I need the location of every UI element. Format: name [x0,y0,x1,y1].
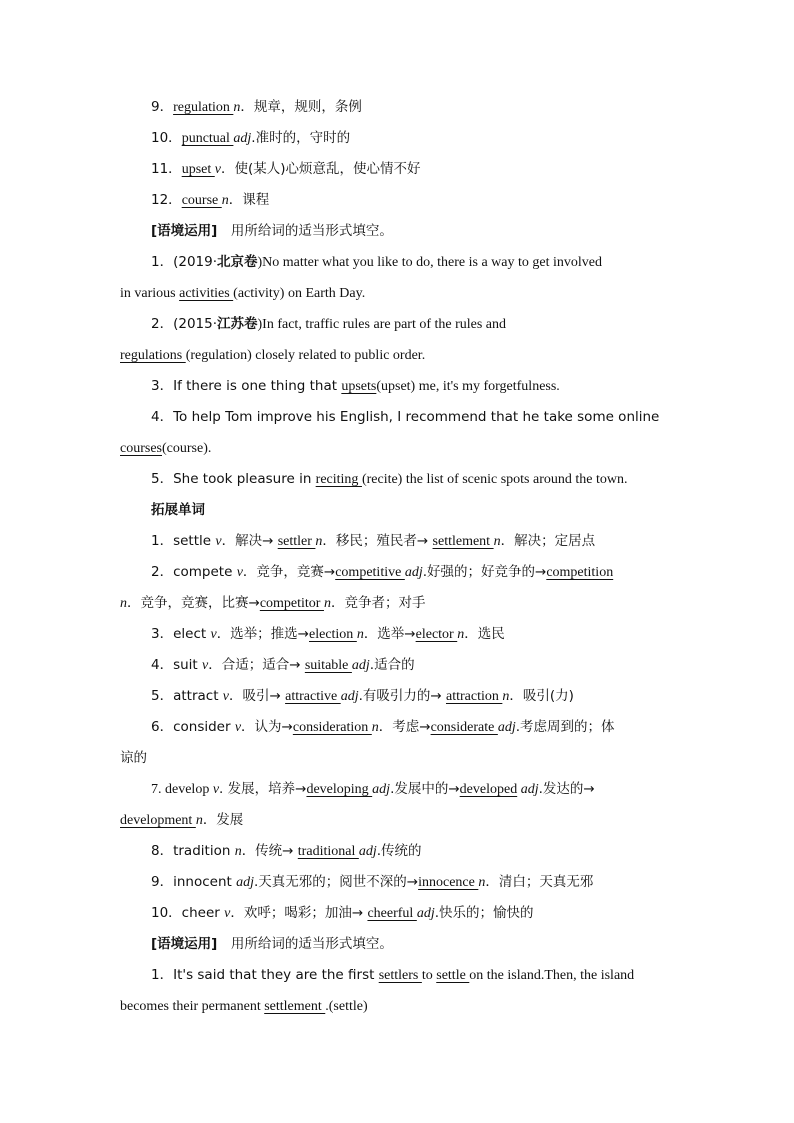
text-run: adj [404,565,423,580]
text-run: 1．(2019· [151,254,218,270]
text-run: n [371,720,379,735]
text-run: 用所给词的适当形式填空。 [217,936,393,952]
text-run: adj [233,131,252,146]
answer-blank: upsets [341,379,377,394]
text-run: ．使(某人)心烦意乱，使心情不好 [220,161,421,177]
text-run: 2．compete [151,564,237,580]
text-line [151,402,680,433]
text-run: .有吸引力的→ [358,688,446,704]
text-run: v [214,162,221,177]
text-run: v [222,689,229,704]
text-run: 7. develop [151,782,213,797]
text-line [151,836,680,867]
text-run: 5．attract [151,688,223,704]
answer-blank: upset [181,162,215,177]
text-line [151,464,680,495]
text-run: 谅的 [120,750,147,766]
text-run: ．传统→ [241,843,298,859]
text-line [151,154,680,185]
answer-blank: competitor [259,596,324,611]
text-line [151,712,680,743]
text-line [151,247,680,278]
text-run: 5．She took pleasure in [151,471,316,487]
text-run: n [502,689,510,704]
text-run: n [356,627,364,642]
text-run: ．欢呼；喝彩；加油→ [230,905,368,921]
text-run: )No matter what you like to do, there is a way to get involved [257,255,602,270]
text-line [151,929,680,960]
text-run: .(settle) [325,999,368,1014]
text-run: 9． [151,99,174,115]
answer-blank: consideration [292,720,372,735]
text-run: adj [351,658,370,673]
text-run: 1．settle [151,533,216,549]
text-run: adj [340,689,359,704]
text-line [120,340,680,371]
text-run: (activity) on Earth Day. [233,286,366,301]
answer-blank: cheerful [367,906,417,921]
text-run: 6．consider [151,719,235,735]
text-run: 8．tradition [151,843,235,859]
text-line [151,371,680,402]
text-run: 9．innocent [151,874,237,890]
text-run: v [212,782,220,797]
text-run: n [120,596,127,611]
text-line [151,650,680,681]
answer-blank: competition [546,565,614,580]
text-run: v [234,720,242,735]
text-run: .好强的；好竞争的→ [422,564,547,580]
text-run: ．合适；适合→ [208,657,305,673]
answer-blank: courses [120,441,162,456]
text-run: .发达的→ [538,781,595,797]
text-run: 4．To help Tom improve his English, I recommend that he take some online [151,409,660,425]
text-line [120,278,680,309]
answer-blank: attractive [285,689,341,704]
answer-blank: reciting [315,472,362,487]
text-run: ．解决→ [221,533,278,549]
text-run: (course). [162,441,212,456]
text-run: n [233,100,241,115]
text-run: (recite) the list of scenic spots around the town. [361,472,628,487]
text-run: in various [120,286,180,301]
answer-blank: developed [459,782,518,797]
answer-blank: settlement [264,999,326,1014]
text-run: .传统的 [376,843,422,859]
answer-blank: considerate [430,720,498,735]
text-run: on the island.Then, the island [469,968,635,983]
text-run: 12． [151,192,182,208]
answer-blank: settlement [432,534,494,549]
answer-blank: attraction [445,689,503,704]
answer-blank: regulations [120,348,186,363]
text-line [151,92,680,123]
text-run: .准时的，守时的 [251,130,351,146]
text-run: adj [517,782,539,797]
text-run: becomes their permanent [120,999,265,1014]
text-run: 3．elect [151,626,211,642]
text-run: adj [372,782,391,797]
text-run: 11． [151,161,182,177]
text-run: ．选民 [464,626,505,642]
answer-blank: elector [415,627,458,642]
text-run: ．竞争，竞赛→ [242,564,336,580]
text-run: ．移民；殖民者→ [322,533,433,549]
text-run: adj [416,906,435,921]
text-line [120,433,680,464]
text-line [151,681,680,712]
text-run: (upset) me, it's my forgetfulness. [376,379,560,394]
text-run: ．课程 [228,192,270,208]
text-run: ．认为→ [241,719,293,735]
text-run: ．解决；定居点 [500,533,596,549]
text-line [120,743,680,774]
text-line [151,774,680,805]
bold-label: 江苏卷 [217,316,258,332]
text-run: 用所给词的适当形式填空。 [217,223,393,239]
text-run: n [315,534,323,549]
text-run: (regulation) closely related to public order. [185,348,426,363]
text-line [120,588,680,619]
answer-blank: traditional [297,844,359,859]
text-run: to [421,968,437,983]
answer-blank: settlers [378,968,422,983]
text-run: v [210,627,217,642]
text-run: v [202,658,209,673]
bold-label: [语境运用] [151,223,218,239]
answer-blank: punctual [181,131,234,146]
answer-blank: developing [306,782,373,797]
text-run: n [457,627,465,642]
text-run: 4．suit [151,657,203,673]
text-run: .适合的 [369,657,415,673]
text-run: n [221,193,229,208]
text-line [151,123,680,154]
answer-blank: activities [179,286,234,301]
text-line [151,309,680,340]
answer-blank: election [309,627,357,642]
answer-blank: course [181,193,222,208]
text-line [151,867,680,898]
text-run: )In fact, traffic rules are part of the rules and [257,317,507,332]
text-run: ．竞争者；对手 [330,595,426,611]
answer-blank: competitive [335,565,405,580]
text-run: .考虑周到的；体 [515,719,615,735]
section-heading [151,495,680,526]
text-run: ．发展 [202,812,244,828]
text-line [151,216,680,247]
text-line [151,526,680,557]
text-run: .发展中的→ [390,781,460,797]
answer-blank: regulation [173,100,234,115]
answer-blank: suitable [304,658,352,673]
answer-blank: innocence [418,875,479,890]
text-run: 2．(2015· [151,316,218,332]
text-run: n [478,875,486,890]
text-run: 10． [151,130,182,146]
text-run: v [215,534,222,549]
text-run: adj [358,844,377,859]
text-run: n [493,534,501,549]
text-line [120,805,680,836]
text-run: 10．cheer [151,905,225,921]
text-run: adj [497,720,516,735]
text-run: ．吸引→ [229,688,286,704]
text-run: ．考虑→ [378,719,431,735]
text-run: n [234,844,242,859]
text-line [151,960,680,991]
text-run: . 发展，培养→ [219,781,307,797]
answer-blank: settle [436,968,470,983]
text-run: adj [236,875,254,890]
text-line [151,557,680,588]
answer-blank: development [120,813,196,828]
bold-label: 拓展单词 [151,502,205,518]
text-run: ．规章，规则，条例 [240,99,362,115]
answer-blank: settler [277,534,316,549]
text-run: ．清白；天真无邪 [485,874,594,890]
text-run: ．选举→ [363,626,416,642]
text-run: 1．It's said that they are the first [151,967,379,983]
text-run: ．选举；推选→ [216,626,309,642]
text-line [151,619,680,650]
bold-label: 北京卷 [217,254,258,270]
text-line [151,185,680,216]
text-line [120,991,680,1022]
text-run: v [224,906,231,921]
text-run: n [195,813,203,828]
text-run: n [323,596,331,611]
text-run: ．吸引(力) [509,688,574,704]
text-run: .快乐的；愉快的 [434,905,534,921]
bold-label: [语境运用] [151,936,218,952]
text-line [151,898,680,929]
text-run: v [236,565,243,580]
text-run: ．竞争，竞赛，比赛→ [127,595,260,611]
text-run: .天真无邪的；阅世不深的→ [253,874,419,890]
text-run: 3．If there is one thing that [151,378,342,394]
